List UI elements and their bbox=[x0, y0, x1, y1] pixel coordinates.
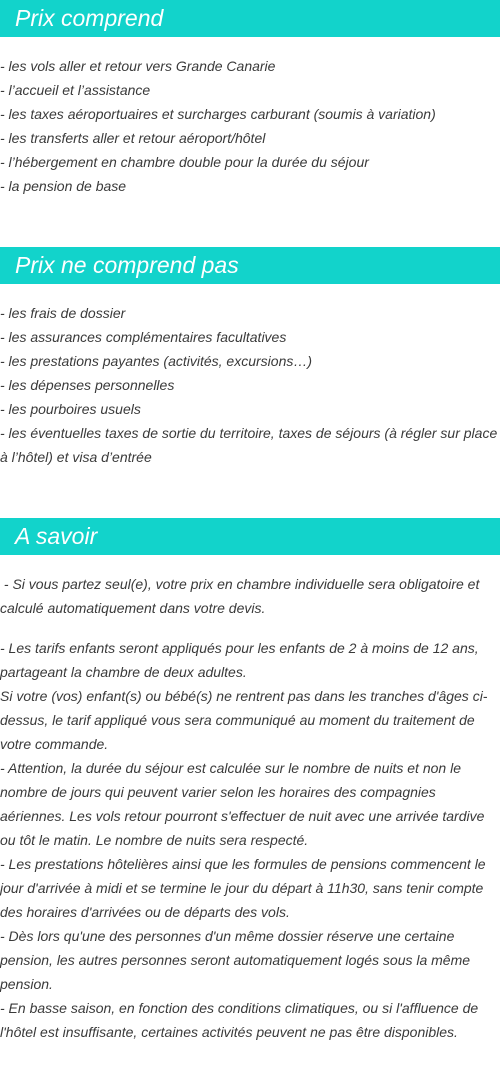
section-a-savoir bbox=[0, 518, 500, 1044]
list-item: - l’accueil et l’assistance bbox=[0, 82, 151, 98]
list-item: - Dès lors qu'une des personnes d'un même dossier réserve une certaine pension, les autres personnes seront automatiquement logés sous la même pension. bbox=[0, 928, 471, 992]
section-title-prix-comprend: Prix comprend bbox=[0, 0, 500, 37]
list-item: - les taxes aéroportuaires et surcharges carburant (soumis à variation) bbox=[0, 106, 436, 122]
section-prix-ne-comprend bbox=[0, 247, 500, 469]
list-item: - les frais de dossier bbox=[0, 305, 126, 321]
list-item: - l’hébergement en chambre double pour la durée du séjour bbox=[0, 154, 369, 170]
list-prix-ne-comprend bbox=[0, 301, 500, 469]
list-item: - Si vous partez seul(e), votre prix en chambre individuelle sera obligatoire et calculé automatiquement dans votre devis. bbox=[0, 576, 484, 616]
list-item: - la pension de base bbox=[0, 178, 127, 194]
section-title-a-savoir: A savoir bbox=[0, 518, 500, 555]
list-item: - En basse saison, en fonction des conditions climatiques, ou si l'affluence de l'hôtel est insuffisante, certaines activités peuvent ne pas être disponibles. bbox=[0, 1000, 479, 1040]
list-item: - les transferts aller et retour aéroport/hôtel bbox=[0, 130, 266, 146]
list-item: - les pourboires usuels bbox=[0, 401, 141, 417]
list-item: - Les tarifs enfants seront appliqués pour les enfants de 2 à moins de 12 ans, partageant la chambre de deux adultes. bbox=[0, 640, 479, 680]
list-item: Si votre (vos) enfant(s) ou bébé(s) ne rentrent pas dans les tranches d'âges ci-dessus, le tarif appliqué vous sera communiqué au moment du traitement de votre commande. bbox=[0, 688, 488, 752]
list-a-savoir bbox=[0, 572, 500, 1044]
list-item: - les dépenses personnelles bbox=[0, 377, 175, 393]
paragraph-gap bbox=[0, 620, 498, 636]
list-item: - les assurances complémentaires facultatives bbox=[0, 329, 287, 345]
section-prix-comprend bbox=[0, 0, 500, 198]
list-item: - les vols aller et retour vers Grande Canarie bbox=[0, 58, 276, 74]
list-item: - Attention, la durée du séjour est calculée sur le nombre de nuits et non le nombre de jours qui peuvent varier selon les horaires des compagnies aériennes. Les vols retour pourront s'effectuer de nuit avec une arrivée tardive ou tôt le matin. Le nombre de nuits sera respecté. bbox=[0, 760, 485, 848]
list-item: - Les prestations hôtelières ainsi que les formules de pensions commencent le jour d'arrivée à midi et se termine le jour du départ à 11h30, sans tenir compte des horaires d'arrivées ou de départs des vols. bbox=[0, 856, 486, 920]
section-title-prix-ne-comprend: Prix ne comprend pas bbox=[0, 247, 500, 284]
list-item: - les prestations payantes (activités, excursions…) bbox=[0, 353, 313, 369]
list-item: - les éventuelles taxes de sortie du territoire, taxes de séjours (à régler sur place à l’hôtel) et visa d’entrée bbox=[0, 425, 498, 465]
list-prix-comprend bbox=[0, 54, 500, 198]
